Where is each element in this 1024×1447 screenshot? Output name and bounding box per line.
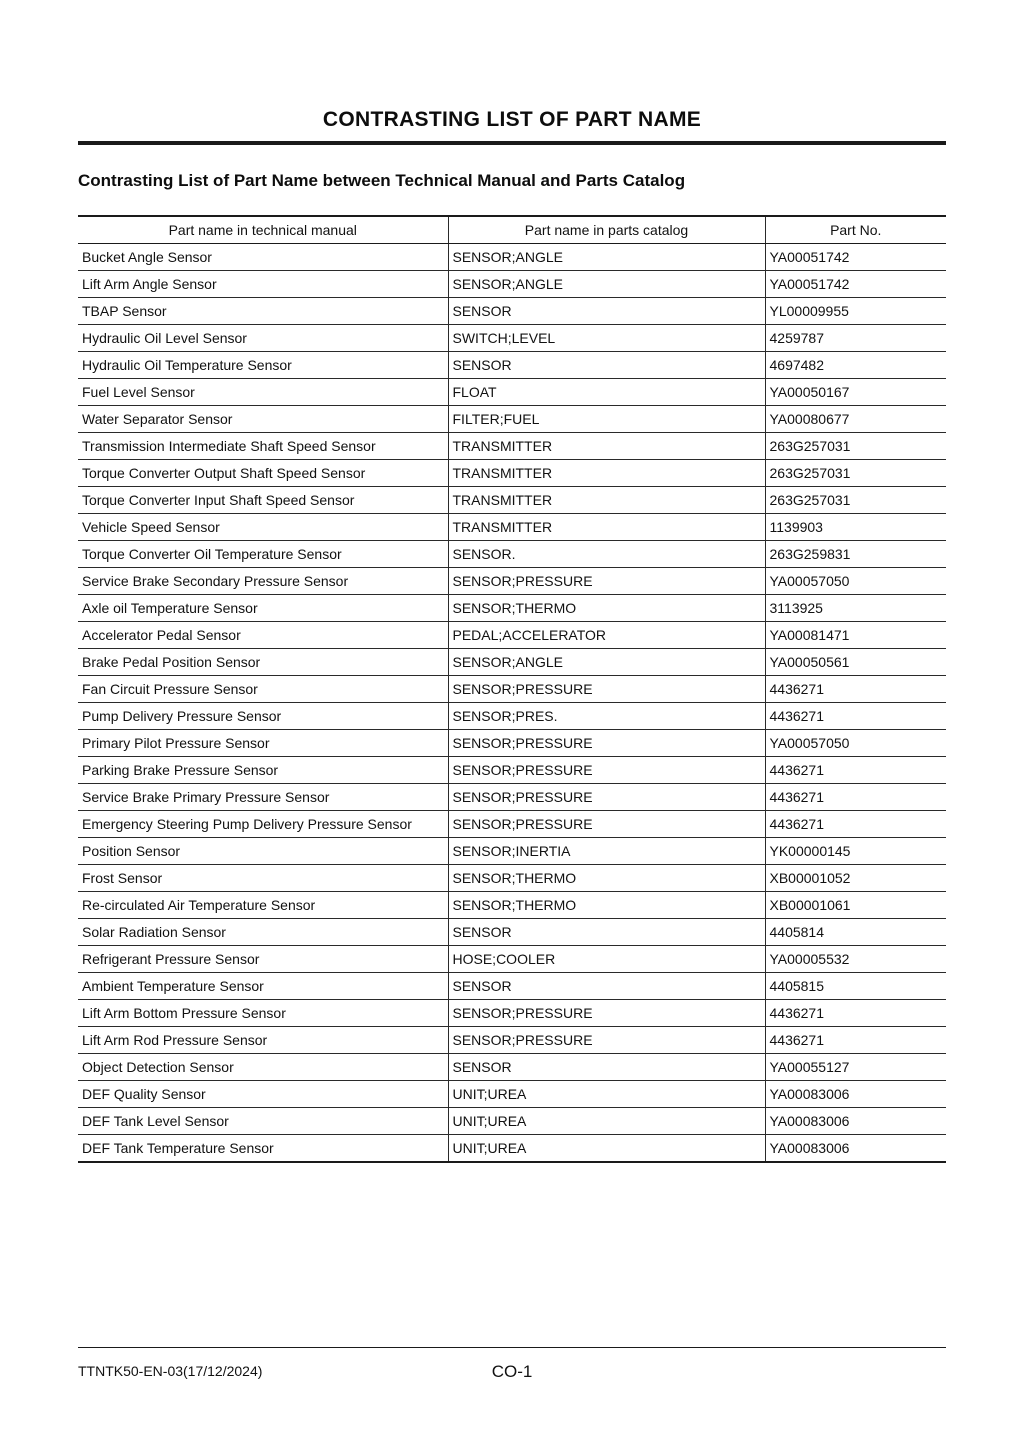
part-name-technical-cell: Primary Pilot Pressure Sensor xyxy=(78,730,448,757)
part-name-technical-cell: TBAP Sensor xyxy=(78,298,448,325)
table-body xyxy=(78,244,946,1163)
document-code: TTNTK50-EN-03(17/12/2024) xyxy=(78,1363,263,1379)
part-name-technical-cell: Hydraulic Oil Level Sensor xyxy=(78,325,448,352)
part-name-catalog-cell: SENSOR;ANGLE xyxy=(448,649,765,676)
part-name-technical-cell: Refrigerant Pressure Sensor xyxy=(78,946,448,973)
table-row xyxy=(78,433,946,460)
part-name-catalog-cell: SENSOR xyxy=(448,298,765,325)
part-name-catalog-cell: UNIT;UREA xyxy=(448,1108,765,1135)
table-row xyxy=(78,487,946,514)
part-no-cell: 263G259831 xyxy=(765,541,946,568)
table-row xyxy=(78,973,946,1000)
part-name-technical-cell: Fan Circuit Pressure Sensor xyxy=(78,676,448,703)
part-name-technical-cell: Vehicle Speed Sensor xyxy=(78,514,448,541)
part-name-catalog-cell: SENSOR;THERMO xyxy=(448,892,765,919)
part-no-cell: YA00051742 xyxy=(765,244,946,271)
part-no-cell: 4259787 xyxy=(765,325,946,352)
part-name-technical-cell: Pump Delivery Pressure Sensor xyxy=(78,703,448,730)
part-no-cell: 4405815 xyxy=(765,973,946,1000)
page-footer xyxy=(78,1347,946,1381)
part-no-cell: YL00009955 xyxy=(765,298,946,325)
part-name-technical-cell: Ambient Temperature Sensor xyxy=(78,973,448,1000)
table-row xyxy=(78,1135,946,1163)
table-row xyxy=(78,1081,946,1108)
part-name-catalog-cell: SENSOR;THERMO xyxy=(448,595,765,622)
table-row xyxy=(78,325,946,352)
part-no-cell: 3113925 xyxy=(765,595,946,622)
table-row xyxy=(78,649,946,676)
part-name-catalog-cell: SENSOR;PRESSURE xyxy=(448,1000,765,1027)
part-name-catalog-cell: TRANSMITTER xyxy=(448,433,765,460)
part-no-cell: YA00083006 xyxy=(765,1108,946,1135)
part-name-catalog-cell: FILTER;FUEL xyxy=(448,406,765,433)
part-name-technical-cell: DEF Tank Temperature Sensor xyxy=(78,1135,448,1163)
part-no-cell: 4405814 xyxy=(765,919,946,946)
part-no-cell: XB00001061 xyxy=(765,892,946,919)
part-no-cell: YA00057050 xyxy=(765,730,946,757)
page-content xyxy=(0,108,1024,1163)
part-name-catalog-cell: SWITCH;LEVEL xyxy=(448,325,765,352)
table-row xyxy=(78,1054,946,1081)
part-name-technical-cell: Position Sensor xyxy=(78,838,448,865)
part-no-cell: YK00000145 xyxy=(765,838,946,865)
parts-table xyxy=(78,215,946,1163)
part-name-catalog-cell: UNIT;UREA xyxy=(448,1135,765,1163)
table-row xyxy=(78,1027,946,1054)
part-no-cell: 4436271 xyxy=(765,1027,946,1054)
part-name-catalog-cell: SENSOR;PRESSURE xyxy=(448,568,765,595)
table-row xyxy=(78,919,946,946)
part-name-technical-cell: Solar Radiation Sensor xyxy=(78,919,448,946)
table-row xyxy=(78,271,946,298)
table-row xyxy=(78,568,946,595)
part-name-catalog-cell: SENSOR;ANGLE xyxy=(448,271,765,298)
part-name-catalog-cell: SENSOR xyxy=(448,919,765,946)
col-header-parts-catalog: Part name in parts catalog xyxy=(448,216,765,244)
part-no-cell: 263G257031 xyxy=(765,460,946,487)
part-name-technical-cell: Transmission Intermediate Shaft Speed Sensor xyxy=(78,433,448,460)
table-row xyxy=(78,784,946,811)
part-name-technical-cell: DEF Tank Level Sensor xyxy=(78,1108,448,1135)
table-row xyxy=(78,1108,946,1135)
section-heading: Contrasting List of Part Name between Technical Manual and Parts Catalog xyxy=(78,171,686,190)
table-row xyxy=(78,244,946,271)
part-no-cell: YA00005532 xyxy=(765,946,946,973)
footer-row xyxy=(78,1348,946,1381)
part-no-cell: XB00001052 xyxy=(765,865,946,892)
part-name-technical-cell: Torque Converter Output Shaft Speed Sensor xyxy=(78,460,448,487)
part-name-technical-cell: Axle oil Temperature Sensor xyxy=(78,595,448,622)
part-name-catalog-cell: SENSOR. xyxy=(448,541,765,568)
part-name-catalog-cell: HOSE;COOLER xyxy=(448,946,765,973)
part-name-catalog-cell: SENSOR;PRESSURE xyxy=(448,676,765,703)
table-row xyxy=(78,622,946,649)
table-row xyxy=(78,730,946,757)
part-name-catalog-cell: SENSOR xyxy=(448,1054,765,1081)
part-name-catalog-cell: SENSOR;THERMO xyxy=(448,865,765,892)
part-no-cell: YA00081471 xyxy=(765,622,946,649)
part-no-cell: 4436271 xyxy=(765,811,946,838)
table-row xyxy=(78,1000,946,1027)
table-row xyxy=(78,811,946,838)
part-name-technical-cell: Accelerator Pedal Sensor xyxy=(78,622,448,649)
page-number: CO-1 xyxy=(491,1362,533,1381)
part-name-catalog-cell: SENSOR;PRESSURE xyxy=(448,784,765,811)
part-no-cell: YA00083006 xyxy=(765,1135,946,1163)
part-name-catalog-cell: SENSOR;PRESSURE xyxy=(448,1027,765,1054)
part-name-technical-cell: Lift Arm Bottom Pressure Sensor xyxy=(78,1000,448,1027)
part-name-technical-cell: Bucket Angle Sensor xyxy=(82,249,212,265)
table-row xyxy=(78,514,946,541)
table-row xyxy=(78,757,946,784)
part-name-technical-cell: Lift Arm Rod Pressure Sensor xyxy=(78,1027,448,1054)
part-name-technical-cell: Service Brake Primary Pressure Sensor xyxy=(78,784,448,811)
table-row xyxy=(78,865,946,892)
part-no-cell: 4436271 xyxy=(765,784,946,811)
title-divider xyxy=(78,141,946,145)
part-name-technical-cell: Lift Arm Angle Sensor xyxy=(78,271,448,298)
col-header-technical-manual: Part name in technical manual xyxy=(78,216,448,244)
table-header xyxy=(78,216,946,244)
page-title: CONTRASTING LIST OF PART NAME xyxy=(322,108,702,131)
part-name-technical-cell: Brake Pedal Position Sensor xyxy=(78,649,448,676)
part-name-technical-cell: Torque Converter Input Shaft Speed Sensor xyxy=(78,487,448,514)
part-name-technical-cell: Re-circulated Air Temperature Sensor xyxy=(78,892,448,919)
table-row xyxy=(78,892,946,919)
table-row xyxy=(78,379,946,406)
part-no-cell: 4436271 xyxy=(765,757,946,784)
part-name-catalog-cell: TRANSMITTER xyxy=(448,514,765,541)
table-row xyxy=(78,703,946,730)
table-header-row xyxy=(78,216,946,244)
part-no-cell: 1139903 xyxy=(765,514,946,541)
part-name-catalog-cell: SENSOR;PRESSURE xyxy=(448,811,765,838)
table-row xyxy=(78,460,946,487)
part-name-technical-cell: Object Detection Sensor xyxy=(78,1054,448,1081)
table-row xyxy=(78,406,946,433)
part-name-technical-cell: DEF Quality Sensor xyxy=(78,1081,448,1108)
part-no-cell: 263G257031 xyxy=(765,487,946,514)
part-no-cell: YA00051742 xyxy=(765,271,946,298)
table-row xyxy=(78,676,946,703)
part-name-catalog-cell: SENSOR;INERTIA xyxy=(448,838,765,865)
part-no-cell: YA00057050 xyxy=(765,568,946,595)
part-name-technical-cell: Fuel Level Sensor xyxy=(78,379,448,406)
part-name-catalog-cell: SENSOR;PRESSURE xyxy=(448,730,765,757)
part-name-technical-cell: Torque Converter Oil Temperature Sensor xyxy=(78,541,448,568)
part-no-cell: YA00050167 xyxy=(765,379,946,406)
part-no-cell: 4436271 xyxy=(765,676,946,703)
table-row xyxy=(78,946,946,973)
part-no-cell: YA00080677 xyxy=(765,406,946,433)
part-name-technical-cell: Water Separator Sensor xyxy=(78,406,448,433)
table-row xyxy=(78,541,946,568)
part-no-cell: YA00050561 xyxy=(765,649,946,676)
part-no-cell: 4436271 xyxy=(765,1000,946,1027)
part-name-catalog-cell: PEDAL;ACCELERATOR xyxy=(448,622,765,649)
part-name-technical-cell: Emergency Steering Pump Delivery Pressure Sensor xyxy=(78,811,448,838)
part-name-catalog-cell: SENSOR;ANGLE xyxy=(448,244,765,271)
table-row xyxy=(78,298,946,325)
part-name-technical-cell: Frost Sensor xyxy=(78,865,448,892)
part-name-technical-cell: Service Brake Secondary Pressure Sensor xyxy=(78,568,448,595)
part-name-catalog-cell: SENSOR;PRES. xyxy=(448,703,765,730)
part-name-catalog-cell: TRANSMITTER xyxy=(448,487,765,514)
part-no-cell: YA00055127 xyxy=(765,1054,946,1081)
part-no-cell: 4436271 xyxy=(765,703,946,730)
part-no-cell: YA00083006 xyxy=(765,1081,946,1108)
part-name-catalog-cell: SENSOR xyxy=(448,352,765,379)
part-no-cell: 263G257031 xyxy=(765,433,946,460)
table-row xyxy=(78,352,946,379)
part-name-catalog-cell: UNIT;UREA xyxy=(448,1081,765,1108)
part-no-cell: 4697482 xyxy=(765,352,946,379)
part-name-catalog-cell: SENSOR xyxy=(448,973,765,1000)
part-name-catalog-cell: TRANSMITTER xyxy=(448,460,765,487)
part-name-technical-cell: Hydraulic Oil Temperature Sensor xyxy=(78,352,448,379)
col-header-part-no: Part No. xyxy=(765,216,946,244)
part-name-catalog-cell: SENSOR;PRESSURE xyxy=(448,757,765,784)
part-name-technical-cell: Parking Brake Pressure Sensor xyxy=(78,757,448,784)
part-name-catalog-cell: FLOAT xyxy=(448,379,765,406)
table-row xyxy=(78,838,946,865)
table-row xyxy=(78,595,946,622)
